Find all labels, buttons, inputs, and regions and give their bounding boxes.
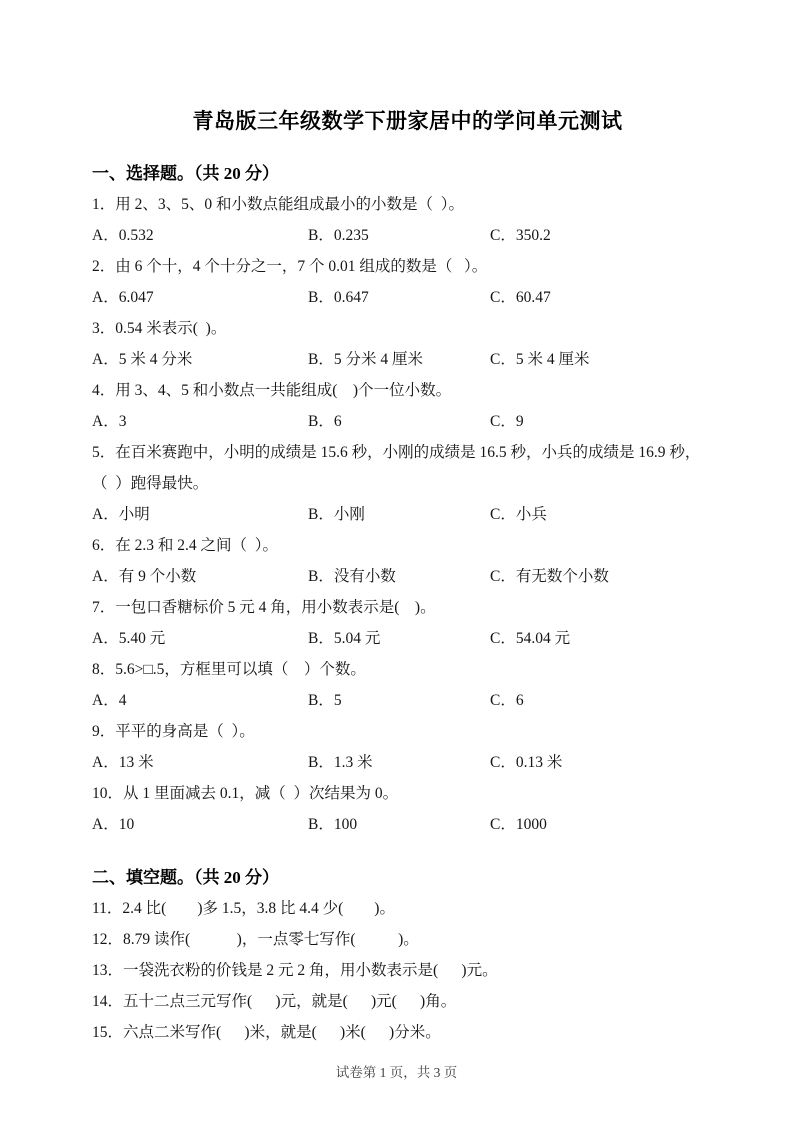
page-title: 青岛版三年级数学下册家居中的学问单元测试 [192, 109, 623, 133]
question-13-text: 13．一袋洗衣粉的价钱是 2 元 2 角，用小数表示是( )元。 [92, 962, 498, 979]
option-c: C．小兵 [490, 506, 547, 523]
option-b: B．0.235 [308, 227, 369, 244]
section-1-heading: 一、选择题。（共 20 分） [92, 164, 279, 183]
question-9-text: 9．平平的身高是（ ）。 [92, 723, 255, 740]
option-c: C．9 [490, 413, 524, 430]
question-12-text: 12．8.79 读作( )，一点零七写作( )。 [92, 931, 419, 948]
page-footer: 试卷第 1 页，共 3 页 [335, 1065, 458, 1080]
question-2-options [92, 282, 723, 313]
question-15-text: 15．六点二米写作( )米，就是( )米( )分米。 [92, 1024, 441, 1041]
question-5-text-continued: （ ）跑得最快。 [92, 475, 209, 492]
question-3-text: 3．0.54 米表示( )。 [92, 320, 227, 337]
question-10-text: 10．从 1 里面减去 0.1，减（ ）次结果为 0。 [92, 785, 399, 802]
option-a: A．5.40 元 [92, 630, 166, 647]
option-b: B．5.04 元 [308, 630, 381, 647]
option-c: C．1000 [490, 816, 547, 833]
question-10-options [92, 809, 723, 840]
question-6-text: 6．在 2.3 和 2.4 之间（ ）。 [92, 537, 279, 554]
option-a: A．4 [92, 692, 127, 709]
option-c: C．6 [490, 692, 524, 709]
question-7-options [92, 623, 723, 654]
option-a: A．3 [92, 413, 127, 430]
question-4-options [92, 406, 723, 437]
question-6-options [92, 561, 723, 592]
option-a: A．13 米 [92, 754, 154, 771]
section-2-heading: 二、填空题。（共 20 分） [92, 868, 279, 887]
question-5-options [92, 499, 723, 530]
option-b: B．6 [308, 413, 342, 430]
option-b: B．5 分米 4 厘米 [308, 351, 423, 368]
question-8-text: 8．5.6>□.5，方框里可以填（ ）个数。 [92, 661, 366, 678]
option-b: B．5 [308, 692, 342, 709]
option-c: C．54.04 元 [490, 630, 571, 647]
option-a: A．0.532 [92, 227, 154, 244]
option-c: C．60.47 [490, 289, 551, 306]
option-c: C．有无数个小数 [490, 568, 609, 585]
question-3-options [92, 344, 723, 375]
question-2-text: 2．由 6 个十，4 个十分之一，7 个 0.01 组成的数是（ ）。 [92, 258, 488, 275]
option-a: A．有 9 个小数 [92, 568, 197, 585]
option-c: C．5 米 4 厘米 [490, 351, 590, 368]
question-1-options [92, 220, 723, 251]
option-b: B．1.3 米 [308, 754, 373, 771]
question-11-text: 11．2.4 比( )多 1.5，3.8 比 4.4 少( )。 [92, 900, 395, 917]
option-a: A．小明 [92, 506, 150, 523]
question-7-text: 7．一包口香糖标价 5 元 4 角，用小数表示是( )。 [92, 599, 436, 616]
option-b: B．小刚 [308, 506, 365, 523]
question-5-text: 5．在百米赛跑中，小明的成绩是 15.6 秒，小刚的成绩是 16.5 秒，小兵的成绩是 16.9 秒， [92, 444, 701, 461]
option-a: A．6.047 [92, 289, 154, 306]
option-c: C．350.2 [490, 227, 551, 244]
question-9-options [92, 747, 723, 778]
option-a: A．10 [92, 816, 135, 833]
option-b: B．0.647 [308, 289, 369, 306]
question-8-options [92, 685, 723, 716]
question-4-text: 4．用 3、4、5 和小数点一共能组成( )个一位小数。 [92, 382, 452, 399]
option-c: C．0.13 米 [490, 754, 563, 771]
option-b: B．100 [308, 816, 358, 833]
question-14-text: 14．五十二点三元写作( )元，就是( )元( )角。 [92, 993, 457, 1010]
question-1-text: 1．用 2、3、5、0 和小数点能组成最小的小数是（ ）。 [92, 196, 465, 213]
option-a: A．5 米 4 分米 [92, 351, 193, 368]
option-b: B．没有小数 [308, 568, 396, 585]
